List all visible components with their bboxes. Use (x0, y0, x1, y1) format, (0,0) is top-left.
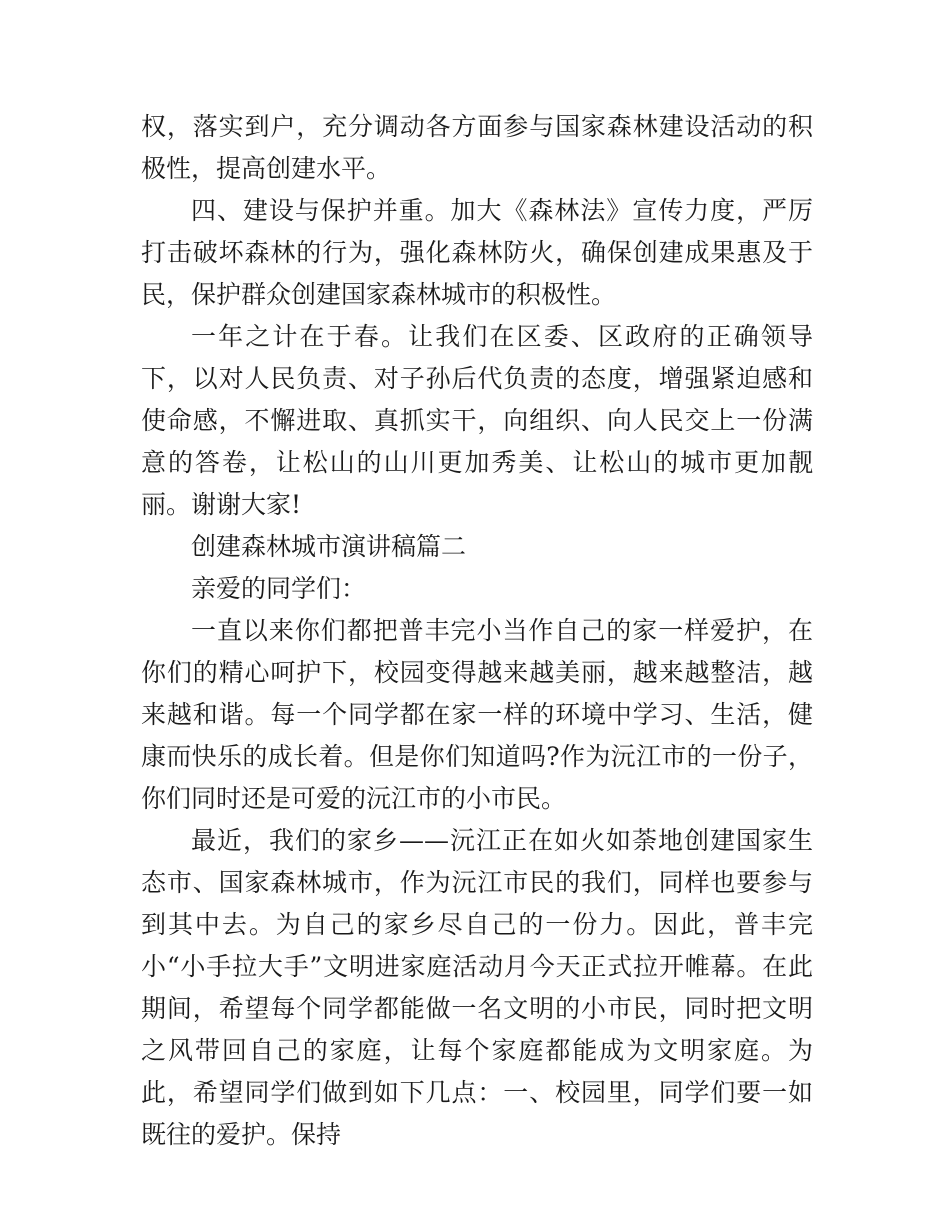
paragraph-1: 权，落实到户，充分调动各方面参与国家森林建设活动的积极性，提高创建水平。 (141, 112, 813, 183)
paragraph-3: 一年之计在于春。让我们在区委、区政府的正确领导下，以对人民负责、对子孙后代负责的态度，增强紧迫感和使命感，不懈进取、真抓实干，向组织、向人民交上一份满意的答卷，让松山的山川更加秀美、让松山的城市更加靓丽。谢谢大家! (141, 322, 813, 519)
section-heading: 创建森林城市演讲稿篇二 (191, 532, 467, 561)
document-body (141, 106, 813, 1156)
paragraph-2: 四、建设与保护并重。加大《森林法》宣传力度，严厉打击破坏森林的行为，强化森林防火，确保创建成果惠及于民，保护群众创建国家森林城市的积极性。 (141, 196, 813, 309)
salutation: 亲爱的同学们： (191, 574, 367, 603)
paragraph-7: 最近，我们的家乡——沅江正在如火如荼地创建国家生态市、国家森林城市，作为沅江市民的我们，同样也要参与到其中去。为自己的家乡尽自己的一份力。因此，普丰完小“小手拉大手”文明进家庭活动月今天正式拉开帷幕。在此期间，希望每个同学都能做一名文明的小市民，同时把文明之风带回自己的家庭，让每个家庭都能成为文明家庭。为此，希望同学们做到如下几点：一、校园里，同学们要一如既往的爱护。保持 (141, 826, 813, 1149)
paragraph-6: 一直以来你们都把普丰完小当作自己的家一样爱护，在你们的精心呵护下，校园变得越来越美丽，越来越整洁，越来越和谐。每一个同学都在家一样的环境中学习、生活，健康而快乐的成长着。但是你们知道吗?作为沅江市的一份子，你们同时还是可爱的沅江市的小市民。 (141, 616, 813, 813)
